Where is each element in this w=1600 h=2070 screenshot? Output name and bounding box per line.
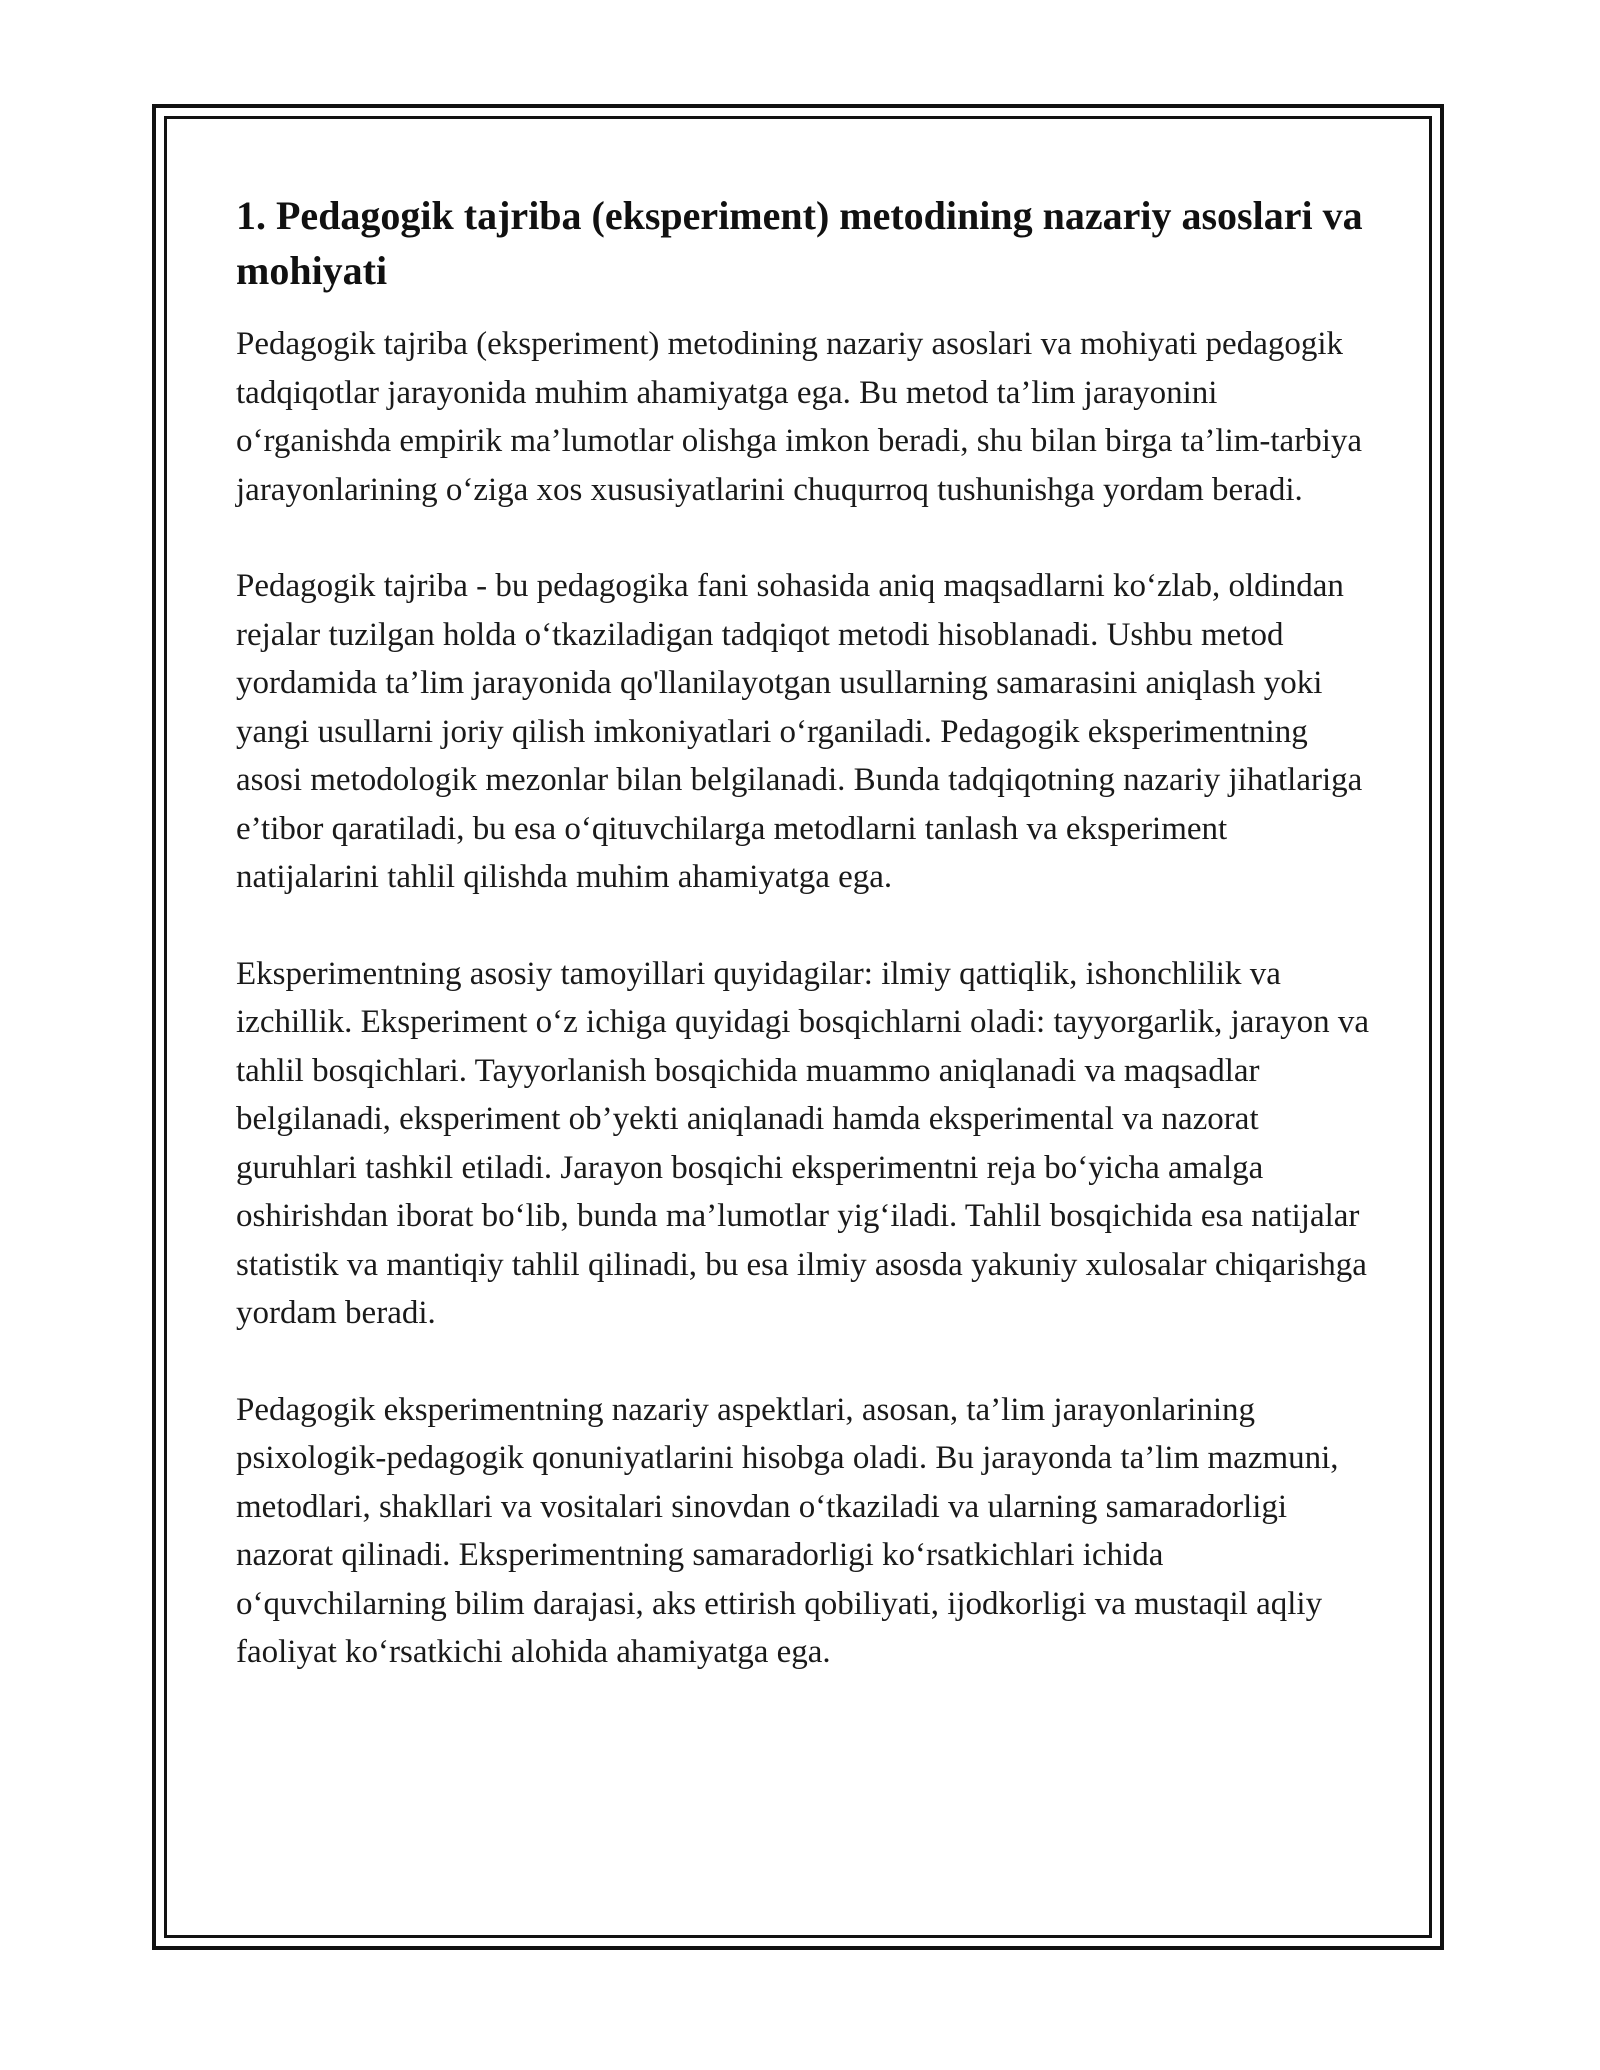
document-body [236, 188, 1371, 1725]
paragraph-1: Pedagogik tajriba (eksperiment) metodining nazariy asoslari va mohiyati pedagogik tadqiqotlar jarayonida muhim ahamiyatga ega. Bu metod ta’lim jarayonini o‘rganishda empirik ma’lumotlar olishga imkon beradi, shu bilan birga ta’lim-tarbiya jarayonlarining o‘ziga xos xususiyatlarini chuqurroq tushunishga yordam beradi. [236, 326, 1363, 508]
paragraph-2: Pedagogik tajriba - bu pedagogika fani sohasida aniq maqsadlarni ko‘zlab, oldindan rejalar tuzilgan holda o‘tkaziladigan tadqiqot metodi hisoblanadi. Ushbu metod yordamida ta’lim jarayonida qo'llanilayotgan usullarning samarasini aniqlash yoki yangi usullarni joriy qilish imkoniyatlari o‘rganiladi. Pedagogik eksperimentning asosi metodologik mezonlar bilan belgilanadi. Bunda tadqiqotning nazariy jihatlariga e’tibor qaratiladi, bu esa o‘qituvchilarga metodlarni tanlash va eksperiment natijalarini tahlil qilishda muhim ahamiyatga ega. [236, 568, 1363, 895]
paragraph-4: Pedagogik eksperimentning nazariy aspektlari, asosan, ta’lim jarayonlarining psixologik-pedagogik qonuniyatlarini hisobga oladi. Bu jarayonda ta’lim mazmuni, metodlari, shakllari va vositalari sinovdan o‘tkaziladi va ularning samaradorligi nazorat qilinadi. Eksperimentning samaradorligi ko‘rsatkichlari ichida o‘quvchilarning bilim darajasi, aks ettirish qobiliyati, ijodkorligi va mustaqil aqliy faoliyat ko‘rsatkichi alohida ahamiyatga ega. [236, 1391, 1339, 1670]
section-heading: 1. Pedagogik tajriba (eksperiment) metodining nazariy asoslari va mohiyati [236, 193, 1363, 293]
paragraph-3: Eksperimentning asosiy tamoyillari quyidagilar: ilmiy qattiqlik, ishonchlilik va izchillik. Eksperiment o‘z ichiga quyidagi bosqichlarni oladi: tayyorgarlik, jarayon va tahlil bosqichlari. Tayyorlanish bosqichida muammo aniqlanadi va maqsadlar belgilanadi, eksperiment ob’yekti aniqlanadi hamda eksperimental va nazorat guruhlari tashkil etiladi. Jarayon bosqichi eksperimentni reja bo‘yicha amalga oshirishdan iborat bo‘lib, bunda ma’lumotlar yig‘iladi. Tahlil bosqichida esa natijalar statistik va mantiqiy tahlil qilinadi, bu esa ilmiy asosda yakuniy xulosalar chiqarishga yordam beradi. [236, 955, 1369, 1331]
